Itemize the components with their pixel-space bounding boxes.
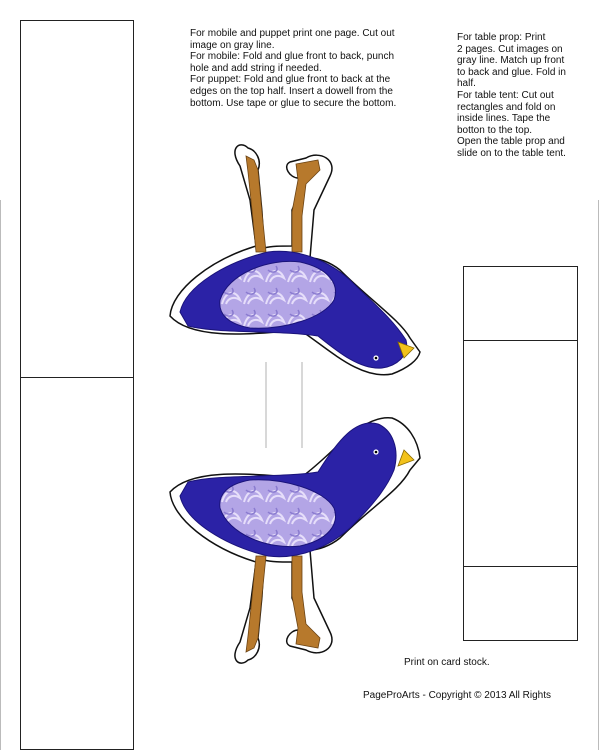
copyright-line: PageProArts - Copyright © 2013 All Rights <box>363 690 552 701</box>
print-note: Print on card stock. <box>404 657 490 668</box>
mobile-puppet-instructions: For mobile and puppet print one page. Cut out image on gray line. For mobile: Fold and glue front to back, punch hole and add string if needed. For puppet: Fold and glue front to back at the edges on the top half. Insert a dowell from the bottom. Use tape or glue to secure the bottom. <box>190 28 397 109</box>
top-bird <box>170 145 420 375</box>
table-instructions: For table prop: Print 2 pages. Cut images on gray line. Match up front to back and glue. Fold in half. For table tent: Cut out rectangles and fold on inside lines. Tape the botton to the top. Open the table prop and slide on to the table tent. <box>457 32 566 159</box>
bottom-bird <box>170 418 420 663</box>
top-bird-leg-left <box>246 156 266 252</box>
bottom-bird-leg-left <box>246 556 266 652</box>
